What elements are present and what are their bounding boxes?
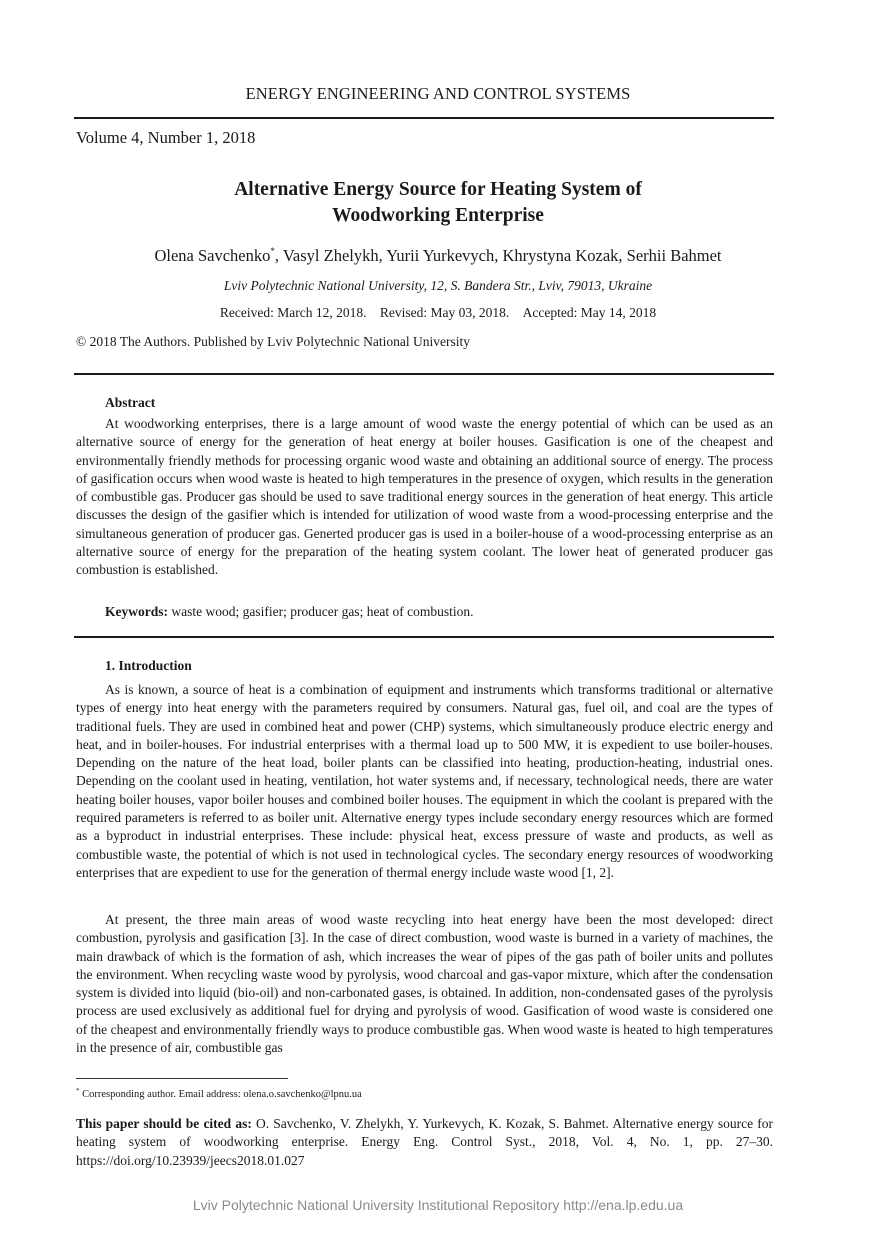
keywords-label: Keywords: <box>105 604 168 619</box>
received-date: Received: March 12, 2018. <box>219 305 367 320</box>
abstract-heading: Abstract <box>105 395 156 410</box>
volume-info: Volume 4, Number 1, 2018 <box>76 128 256 147</box>
keywords <box>105 604 474 620</box>
corresponding-author: Olena Savchenko <box>154 246 271 265</box>
repository-watermark: Lviv Polytechnic National University Institutional Repository http://ena.lp.edu.ua <box>192 1197 684 1213</box>
journal-name: ENERGY ENGINEERING AND CONTROL SYSTEMS <box>245 84 631 103</box>
article-title <box>0 177 876 229</box>
footnote-text: Corresponding author. Email address: olena.o.savchenko@lpnu.ua <box>79 1089 362 1100</box>
copyright-notice: © 2018 The Authors. Published by Lviv Polytechnic National University <box>76 334 470 349</box>
other-authors: , Vasyl Zhelykh, Yurii Yurkevych, Khrystyna Kozak, Serhii Bahmet <box>274 246 722 265</box>
intro-paragraph-2: At present, the three main areas of wood waste recycling into heat energy have been the most developed: direct combustion, pyrolysis and gasification [3]. In the case of direct combustion, wood waste is burned in a variety of machines, the main drawback of which is the formation of ash, which increases the wear of pipes of the gas path of boiler units and pollutes the environment. When recycling waste wood by pyrolysis, wood charcoal and gas-vapor mixture, which after the condensation system is divided into liquid (bio-oil) and non-carbonated gases, is obtained. In addition, non-condensated gases of the pyrolysis process are used exclusively as additional fuel for drying and pyrolysis of wood. Gasification of wood waste is considered one of the cheapest and environmentally friendly ways to produce combustible gas. When wood waste is heated to high temperatures in the presence of air, combustible gas <box>76 912 773 1056</box>
revised-date: Revised: May 03, 2018. <box>379 305 510 320</box>
accepted-date: Accepted: May 14, 2018 <box>522 305 657 320</box>
citation-block <box>76 1115 773 1170</box>
keywords-list: waste wood; gasifier; producer gas; heat of combustion. <box>168 604 474 619</box>
section-heading-introduction: 1. Introduction <box>105 658 192 673</box>
corresponding-author-marker: * <box>270 246 275 256</box>
abstract-top-divider <box>74 373 774 375</box>
citation-label: This paper should be cited as: <box>76 1116 252 1131</box>
title-line-2: Woodworking Enterprise <box>332 205 544 226</box>
abstract-text: At woodworking enterprises, there is a large amount of wood waste the energy potential of which can be used as an alternative source of energy for the generation of heat energy at boiler houses. Gasification is one of the cheapest and environmentally friendly methods for processing organic wood waste and obtaining an additional source of energy. The process of gasification occurs when wood waste is heated to high temperatures in the presence of oxygen, which results in the generation of combustible gas. Producer gas should be used to save traditional energy sources in the generation of heat energy. This article discusses the design of the gasifier which is intended for utilization of wood waste from a wood-processing enterprise and the simultaneous generation of producer gas. Generted producer gas is used in a boiler-house of a wood-processing enterprise as an alternative source of energy for the preparation of the heating system coolant. The lower heat of generated producer gas combustion is established. <box>76 416 773 578</box>
title-line-1: Alternative Energy Source for Heating System of <box>234 179 642 200</box>
affiliation: Lviv Polytechnic National University, 12, S. Bandera Str., Lviv, 79013, Ukraine <box>223 278 653 293</box>
article-dates <box>0 305 876 321</box>
footnote-marker: * <box>76 1087 80 1095</box>
footnote-divider <box>76 1078 288 1079</box>
header-divider <box>74 117 774 119</box>
citation-text: O. Savchenko, V. Zhelykh, Y. Yurkevych, K. Kozak, S. Bahmet. Alternative energy source for heating system of woodworking enterprise. Energy Eng. Control Syst., 2018, Vol. 4, No. 1, pp. 27–30. https://doi.org/10.23939/jeecs2018.01.027 <box>76 1116 773 1168</box>
footnote <box>76 1087 362 1100</box>
abstract-bottom-divider <box>74 636 774 638</box>
intro-paragraph-1: As is known, a source of heat is a combination of equipment and instruments which transforms traditional or alternative types of energy into heat energy with the parameters required by consumers. Natural gas, fuel oil, and coal are the types of traditional fuels. They are used in combined heat and power (CHP) systems, which simultaneously produce electric energy and heat, and in boiler-houses. For industrial enterprises with a thermal load up to 500 MW, it is expedient to use boiler-houses. Depending on the nature of the heat load, boiler plants can be classified into heating, production-heating, industrial ones. Depending on the coolant used in heating, ventilation, hot water systems and, if necessary, technological needs, there are water heating boiler houses, vapor boiler houses and combined boiler houses. The equipment in which the coolant is prepared with the required parameters is referred to as boiler unit. Alternative energy types include secondary energy resources which are formed as a byproduct in industrial enterprises. These include: physical heat, excess pressure of waste and products, as well as combustible waste, the potential of which is not used in technological cycles. The secondary energy resources of woodworking enterprises that are expedient to use for the generation of thermal energy include waste wood [1, 2]. <box>76 682 773 880</box>
author-list <box>0 246 876 266</box>
